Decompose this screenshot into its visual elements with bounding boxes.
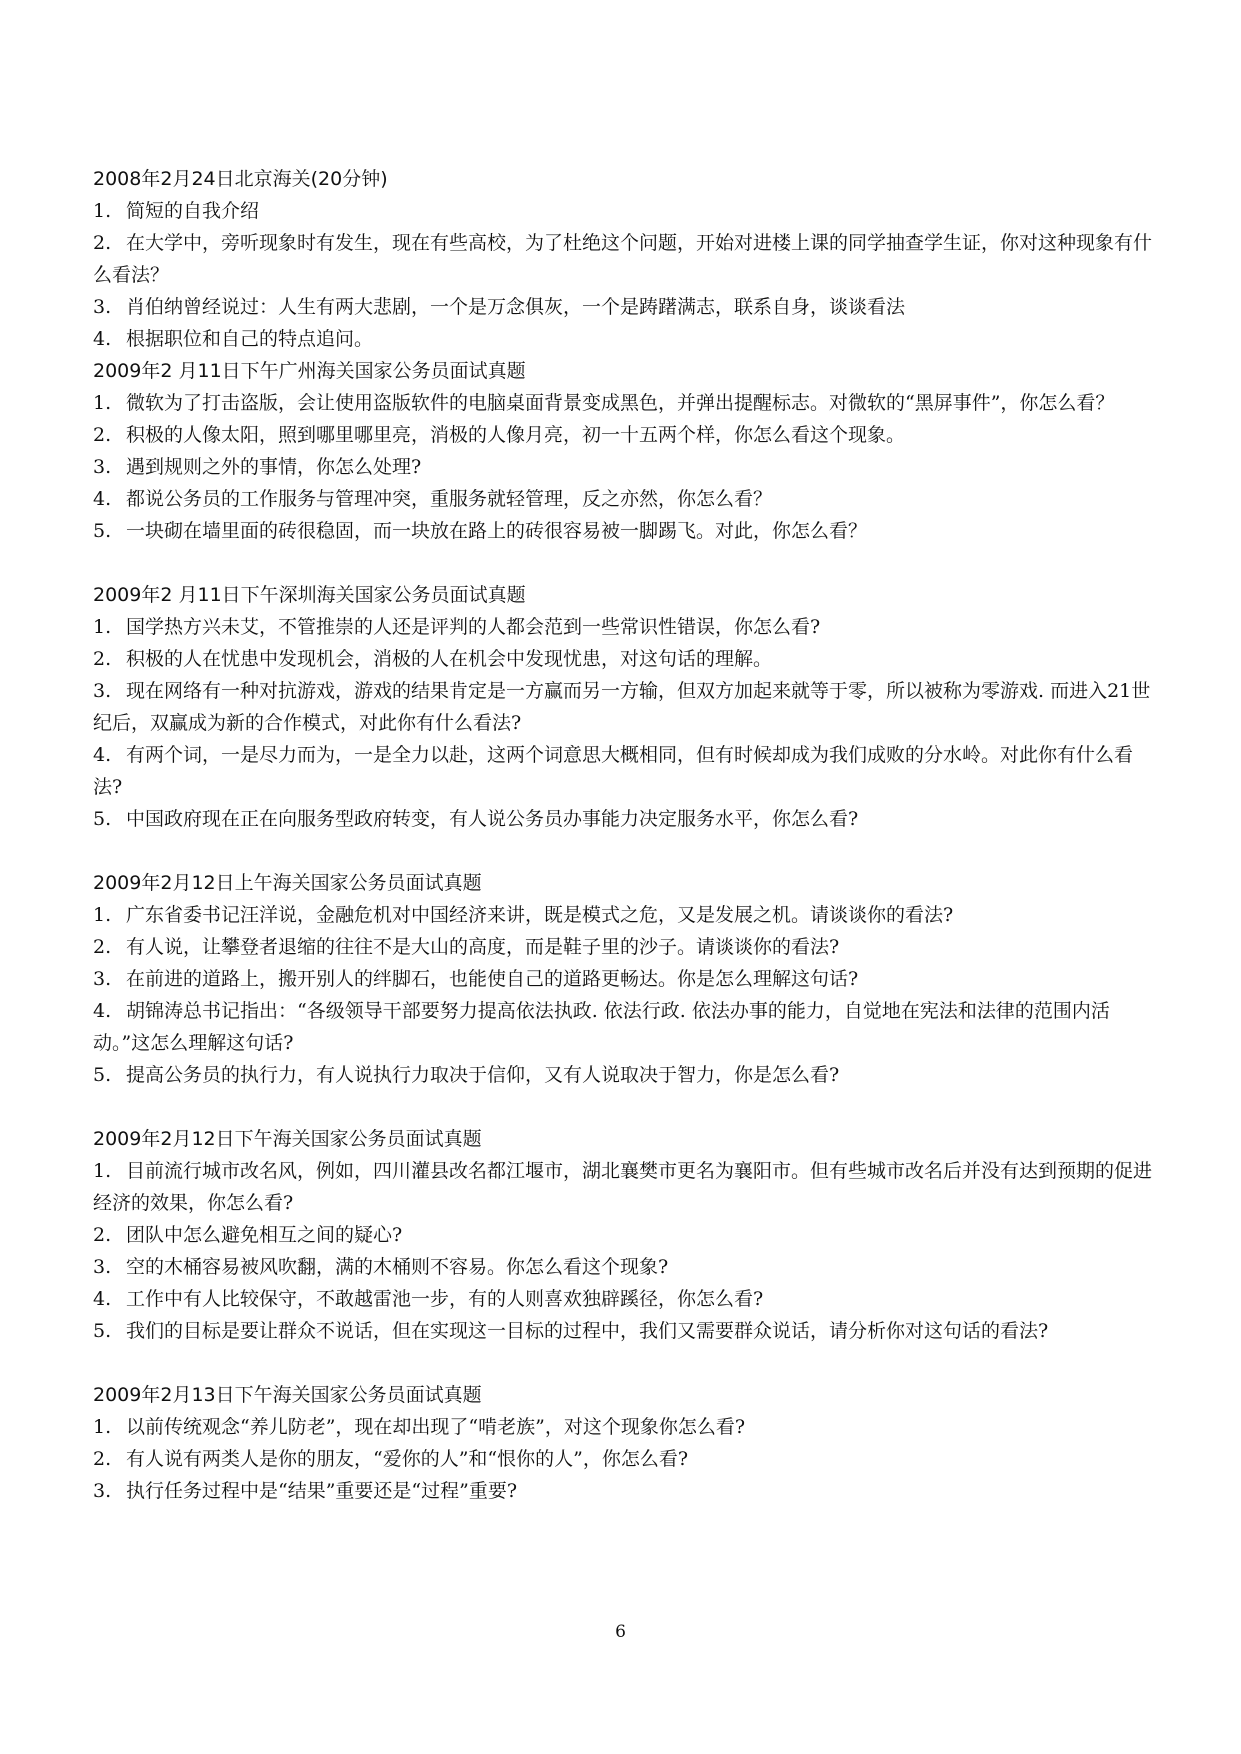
- question-number: 1.: [93, 904, 112, 926]
- section-title: 2008年2月24日北京海关(20分钟): [93, 168, 388, 190]
- question-item: [93, 1251, 1155, 1283]
- question-text: 有两个词，一是尽力而为，一是全力以赴，这两个词意思大概相同，但有时候却成为我们成败的分水岭。对此你有什么看法?: [93, 744, 1134, 798]
- question-text: 一块砌在墙里面的砖很稳固，而一块放在路上的砖很容易被一脚踢飞。对此，你怎么看？: [126, 520, 868, 542]
- question-text: 国学热方兴未艾，不管推崇的人还是评判的人都会范到一些常识性错误，你怎么看?: [126, 616, 821, 638]
- question-number: 5.: [93, 1320, 112, 1342]
- question-number: 3.: [93, 1256, 112, 1278]
- question-number: 4.: [93, 744, 112, 766]
- question-text: 积极的人在忧患中发现机会，消极的人在机会中发现忧患，对这句话的理解。: [126, 648, 773, 670]
- question-number: 2.: [93, 936, 112, 958]
- section-0212-morning: [93, 867, 1155, 1091]
- section-0213-afternoon: [93, 1379, 1155, 1507]
- question-item: [93, 419, 1155, 451]
- question-number: 5.: [93, 520, 112, 542]
- question-text: 肖伯纳曾经说过：人生有两大悲剧，一个是万念俱灰，一个是踌躇满志，联系自身，谈谈看法: [126, 296, 906, 318]
- question-item: [93, 451, 1155, 483]
- question-item: [93, 291, 1155, 323]
- section-shenzhen-2009: [93, 579, 1155, 835]
- question-text: 目前流行城市改名风，例如，四川灌县改名都江堰市，湖北襄樊市更名为襄阳市。但有些城市改名后并没有达到预期的促进经济的效果，你怎么看?: [93, 1160, 1153, 1214]
- question-text: 有人说有两类人是你的朋友，“爱你的人”和“恨你的人”，你怎么看?: [126, 1448, 689, 1470]
- section-title: 2009年2 月11日下午广州海关国家公务员面试真题: [93, 360, 526, 382]
- question-text: 中国政府现在正在向服务型政府转变，有人说公务员办事能力决定服务水平，你怎么看?: [126, 808, 859, 830]
- question-number: 2.: [93, 232, 112, 254]
- question-number: 1.: [93, 392, 112, 414]
- question-text: 根据职位和自己的特点追问。: [126, 328, 374, 350]
- question-number: 5.: [93, 808, 112, 830]
- question-number: 1.: [93, 200, 112, 222]
- question-number: 4.: [93, 1288, 112, 1310]
- question-text: 工作中有人比较保守，不敢越雷池一步，有的人则喜欢独辟蹊径，你怎么看?: [126, 1288, 764, 1310]
- section-title: 2009年2月12日上午海关国家公务员面试真题: [93, 872, 482, 894]
- question-item: [93, 387, 1155, 419]
- question-number: 3.: [93, 968, 112, 990]
- question-text: 空的木桶容易被风吹翻，满的木桶则不容易。你怎么看这个现象?: [126, 1256, 669, 1278]
- question-item: [93, 1315, 1155, 1347]
- question-item: [93, 899, 1155, 931]
- question-item: [93, 227, 1155, 291]
- question-number: 4.: [93, 1000, 112, 1022]
- question-item: [93, 1155, 1155, 1219]
- question-number: 1.: [93, 1160, 112, 1182]
- question-number: 4.: [93, 328, 112, 350]
- question-number: 1.: [93, 616, 112, 638]
- question-item: [93, 483, 1155, 515]
- question-text: 我们的目标是要让群众不说话，但在实现这一目标的过程中，我们又需要群众说话，请分析你对这句话的看法?: [126, 1320, 1049, 1342]
- question-text: 在前进的道路上，搬开别人的绊脚石，也能使自己的道路更畅达。你是怎么理解这句话?: [126, 968, 859, 990]
- question-text: 在大学中，旁听现象时有发生，现在有些高校，为了杜绝这个问题，开始对进楼上课的同学抽查学生证，你对这种现象有什么看法？: [93, 232, 1153, 286]
- question-item: [93, 611, 1155, 643]
- section-title: 2009年2月13日下午海关国家公务员面试真题: [93, 1384, 482, 1406]
- question-item: [93, 323, 1155, 355]
- question-text: 微软为了打击盗版，会让使用盗版软件的电脑桌面背景变成黑色，并弹出提醒标志。对微软的“黑屏事件”，你怎么看？: [126, 392, 1115, 414]
- question-text: 以前传统观念“养儿防老”，现在却出现了“啃老族”，对这个现象你怎么看?: [126, 1416, 746, 1438]
- question-number: 2.: [93, 648, 112, 670]
- page-number: 6: [615, 1622, 626, 1642]
- question-number: 3.: [93, 456, 112, 478]
- question-item: [93, 675, 1155, 739]
- question-text: 现在网络有一种对抗游戏，游戏的结果肯定是一方赢而另一方输，但双方加起来就等于零，所以被称为零游戏. 而进入21世纪后，双赢成为新的合作模式，对此你有什么看法?: [93, 680, 1151, 734]
- question-item: [93, 803, 1155, 835]
- question-item: [93, 963, 1155, 995]
- section-0212-afternoon: [93, 1123, 1155, 1347]
- question-text: 执行任务过程中是“结果”重要还是“过程”重要?: [126, 1480, 518, 1502]
- question-item: [93, 1219, 1155, 1251]
- question-number: 3.: [93, 680, 112, 702]
- question-number: 2.: [93, 1448, 112, 1470]
- question-item: [93, 195, 1155, 227]
- question-item: [93, 515, 1155, 547]
- question-number: 3.: [93, 1480, 112, 1502]
- question-text: 有人说，让攀登者退缩的往往不是大山的高度，而是鞋子里的沙子。请谈谈你的看法?: [126, 936, 840, 958]
- question-item: [93, 995, 1155, 1059]
- question-text: 遇到规则之外的事情，你怎么处理?: [126, 456, 422, 478]
- question-item: [93, 931, 1155, 963]
- question-number: 2.: [93, 424, 112, 446]
- question-text: 提高公务员的执行力，有人说执行力取决于信仰，又有人说取决于智力，你是怎么看?: [126, 1064, 840, 1086]
- question-number: 1.: [93, 1416, 112, 1438]
- question-number: 5.: [93, 1064, 112, 1086]
- question-number: 3.: [93, 296, 112, 318]
- question-text: 团队中怎么避免相互之间的疑心?: [126, 1224, 403, 1246]
- question-item: [93, 739, 1155, 803]
- question-text: 都说公务员的工作服务与管理冲突，重服务就轻管理，反之亦然，你怎么看？: [126, 488, 773, 510]
- question-text: 胡锦涛总书记指出：“各级领导干部要努力提高依法执政. 依法行政. 依法办事的能力，自觉地在宪法和法律的范围内活动。”这怎么理解这句话?: [93, 1000, 1110, 1054]
- question-text: 广东省委书记汪洋说，金融危机对中国经济来讲，既是模式之危，又是发展之机。请谈谈你的看法?: [126, 904, 954, 926]
- question-number: 4.: [93, 488, 112, 510]
- section-title: 2009年2 月11日下午深圳海关国家公务员面试真题: [93, 584, 526, 606]
- question-item: [93, 643, 1155, 675]
- question-number: 2.: [93, 1224, 112, 1246]
- question-item: [93, 1411, 1155, 1443]
- question-item: [93, 1475, 1155, 1507]
- section-title: 2009年2月12日下午海关国家公务员面试真题: [93, 1128, 482, 1150]
- question-text: 简短的自我介绍: [126, 200, 260, 222]
- section-guangzhou-2009: [93, 355, 1155, 547]
- question-item: [93, 1283, 1155, 1315]
- section-beijing-2008: [93, 163, 1155, 355]
- question-text: 积极的人像太阳，照到哪里哪里亮，消极的人像月亮，初一十五两个样，你怎么看这个现象。: [126, 424, 906, 446]
- document-body: [93, 163, 1155, 1507]
- question-item: [93, 1443, 1155, 1475]
- question-item: [93, 1059, 1155, 1091]
